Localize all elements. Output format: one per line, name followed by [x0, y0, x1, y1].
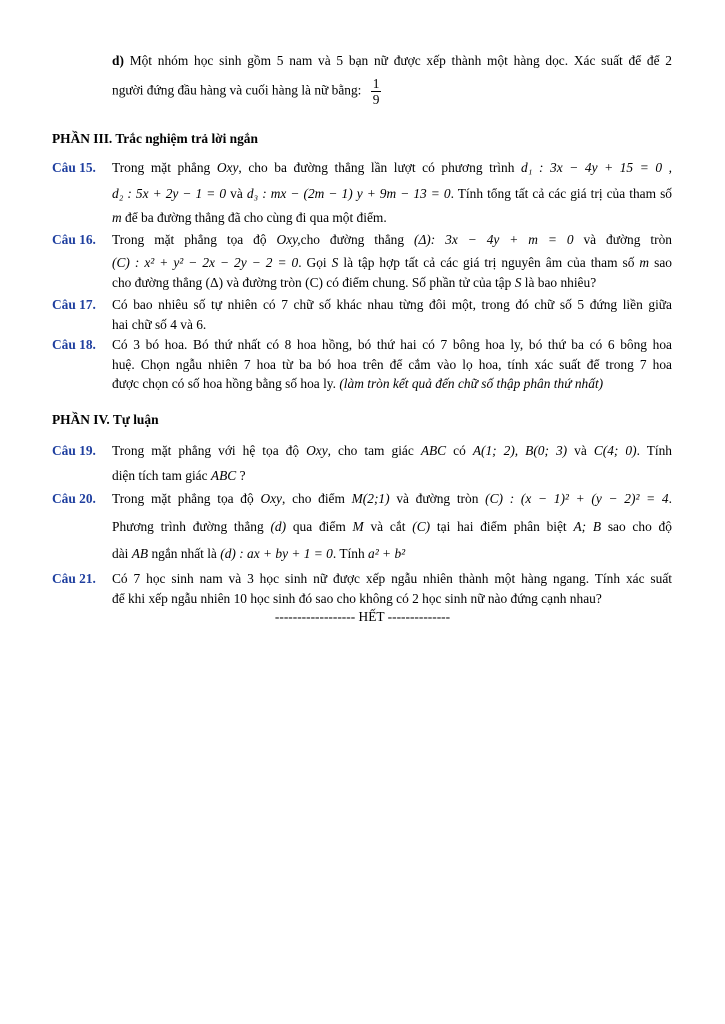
q15-m: m [112, 210, 122, 225]
q20-text: Phương trình đường thẳng [112, 519, 264, 534]
q21-line2: để khi xếp ngẫu nhiên 10 học sinh đó sao cho không có 2 học sinh nữ nào đứng cạnh nhau? [112, 591, 602, 606]
q20-text: . Tính [332, 546, 365, 561]
fraction-denominator: 9 [372, 92, 380, 107]
q16-text: và đường tròn [583, 232, 672, 247]
q15-text: , cho ba đường thẳng lần lượt có phương trình [238, 160, 515, 175]
q20-text: dài [112, 546, 129, 561]
q16-text: . Gọi [298, 255, 327, 270]
q18-line1: Có 3 bó hoa. Bó thứ nhất có 8 hoa hồng, bó thứ hai có 7 bông hoa ly, bó thứ ba có 6 bông hoa [112, 337, 672, 352]
q20-text: ngắn nhất là [151, 546, 217, 561]
q19-text: Trong mặt phẳng với hệ tọa độ [112, 443, 300, 458]
q15-eq-d2: d₂ : 5x + 2y − 1 = 0 [112, 186, 227, 201]
q19-text: ? [239, 468, 246, 483]
part-d-label: d) [112, 53, 124, 68]
q20-m: M [352, 519, 364, 534]
q19-points: A(1; 2), B(0; 3) [472, 443, 568, 458]
q20-ab: A; B [573, 519, 602, 534]
q16-text: là bao nhiêu? [524, 275, 597, 290]
q17-label: Câu 17. [52, 297, 96, 312]
q20-line3 [112, 545, 405, 562]
q21-label: Câu 21. [52, 571, 96, 586]
end-marker: ------------------ HẾT -------------- [274, 609, 451, 624]
q20-line1 [112, 490, 672, 507]
part-d-line2 [112, 76, 381, 107]
q16-label: Câu 16. [52, 232, 96, 247]
q19-text: có [453, 443, 466, 458]
q20-text: , cho điểm [282, 491, 345, 506]
q16-text: cho đường thẳng [300, 232, 405, 247]
q15-oxy: Oxy [216, 160, 239, 175]
q16-text: Trong mặt phẳng tọa độ [112, 232, 267, 247]
q16-line2 [112, 254, 672, 271]
q20-eq-c: (C) : (x − 1)² + (y − 2)² = 4 [485, 491, 669, 506]
q20-ab: AB [131, 546, 149, 561]
part-d-line1 [112, 52, 672, 69]
q17-line2: hai chữ số 4 và 6. [112, 317, 207, 332]
q16-text: là tập hợp tất cả các giá trị nguyên âm của tham số [343, 255, 635, 270]
q16-eq-c: (C) : x² + y² − 2x − 2y − 2 = 0 [112, 255, 299, 270]
q19-point-c: C(4; 0) [593, 443, 637, 458]
q19-oxy: Oxy [306, 443, 328, 458]
fraction-numerator: 1 [372, 76, 380, 91]
q19-label: Câu 19. [52, 443, 96, 458]
q16-m: m [639, 255, 650, 270]
q19-text: , cho tam giác [327, 443, 414, 458]
part-d-text2: người đứng đầu hàng và cuối hàng là nữ bằng: [112, 82, 362, 98]
q20-text: . [668, 491, 672, 506]
q18-label: Câu 18. [52, 337, 96, 352]
q20-eq-d: (d) : ax + by + 1 = 0 [220, 546, 333, 561]
q15-line2 [112, 185, 672, 202]
q16-oxy: Oxy, [276, 232, 301, 247]
q15-label: Câu 15. [52, 160, 96, 175]
q19-line1 [112, 442, 672, 459]
q20-result: a² + b² [368, 546, 406, 561]
q20-text: và đường tròn [396, 491, 479, 506]
q16-text: cho đường thẳng (Δ) và đường tròn (C) có điểm chung. Số phần tử của tập [112, 275, 512, 290]
q19-text: . Tính [636, 443, 672, 458]
q20-text: và cắt [370, 519, 406, 534]
q18-line3 [112, 375, 603, 392]
q18-line2: huệ. Chọn ngẫu nhiên 7 hoa từ ba bó hoa trên để cắm vào lọ hoa, tính xác suất để trong 7 hoa [112, 357, 672, 372]
q17-line1: Có bao nhiêu số tự nhiên có 7 chữ số khác nhau từng đôi một, trong đó chữ số 5 đứng liền giữa [112, 297, 672, 312]
q20-line2 [112, 518, 672, 535]
section-3-title: PHẦN III. Trắc nghiệm trả lời ngắn [52, 131, 258, 146]
section-4-title: PHẦN IV. Tự luận [52, 412, 159, 427]
q16-eq-delta: (Δ): 3x − 4y + m = 0 [413, 232, 574, 247]
q20-text: sao cho độ [607, 519, 672, 534]
q19-text: diện tích tam giác [112, 468, 208, 483]
q15-text: Trong mặt phẳng [112, 160, 211, 175]
q15-line1 [112, 159, 672, 176]
q20-text: tại hai điểm phân biệt [436, 519, 567, 534]
part-d-text1: Một nhóm học sinh gồm 5 nam và 5 bạn nữ được xếp thành một hàng dọc. Xác suất để để 2 [129, 53, 672, 68]
q20-c: (C) [412, 519, 431, 534]
q20-text: Trong mặt phẳng tọa độ [112, 491, 254, 506]
q18-text: được chọn có số hoa hồng bằng số hoa ly. [112, 376, 336, 391]
fraction [371, 76, 382, 107]
q21-line1: Có 7 học sinh nam và 3 học sinh nữ được xếp ngẫu nhiên thành một hàng ngang. Tính xác suất [112, 571, 672, 586]
q20-d: (d) [270, 519, 287, 534]
q20-point-m: M(2;1) [351, 491, 390, 506]
q16-text: sao [654, 255, 672, 270]
q16-s: S [514, 275, 522, 290]
q20-label: Câu 20. [52, 491, 96, 506]
q19-line2 [112, 467, 246, 484]
q15-eq-d1: d₁ : 3x − 4y + 15 = 0 , [521, 160, 672, 175]
q15-line3 [112, 209, 387, 226]
q15-text: và [230, 186, 243, 201]
q18-note: (làm tròn kết quả đến chữ số thập phân thứ nhất) [339, 376, 604, 391]
q16-s: S [331, 255, 339, 270]
q15-text: . Tính tổng tất cả các giá trị của tham số [450, 186, 672, 201]
q16-line3 [112, 274, 596, 291]
q20-text: qua điểm [292, 519, 346, 534]
q20-oxy: Oxy [260, 491, 282, 506]
q19-abc: ABC [210, 468, 237, 483]
q19-text: và [574, 443, 587, 458]
q15-eq-d3: d₃ : mx − (2m − 1) y + 9m − 13 = 0 [246, 186, 451, 201]
q16-line1 [112, 231, 672, 248]
q15-text: để ba đường thẳng đã cho cùng đi qua một điểm. [125, 210, 387, 225]
q19-abc: ABC [420, 443, 447, 458]
